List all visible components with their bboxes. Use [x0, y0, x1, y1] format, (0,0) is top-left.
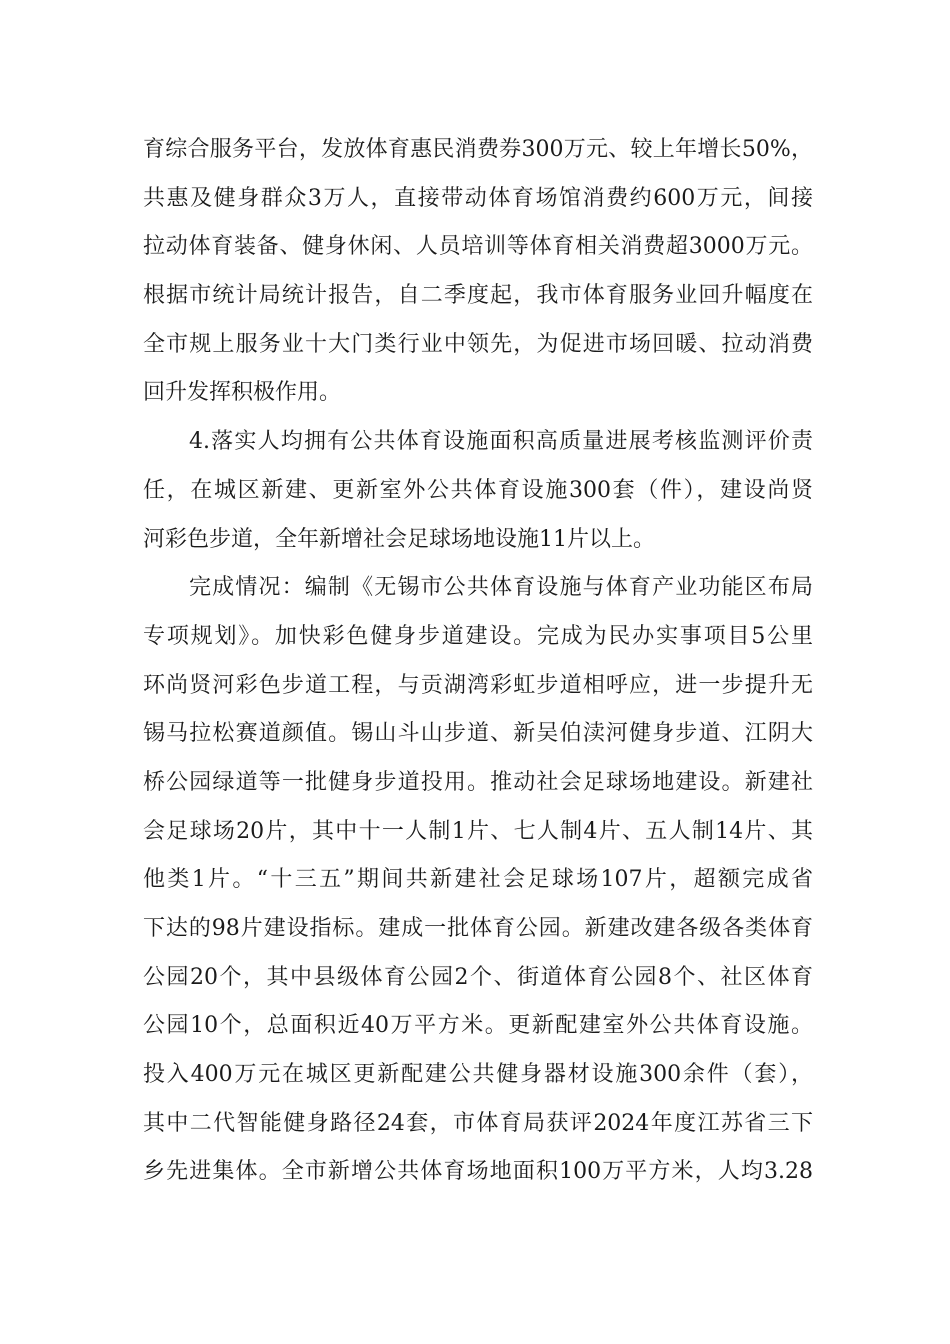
- text-line: 其中二代智能健身路径24套，市体育局获评2024年度江苏省三下: [143, 1110, 813, 1136]
- text-line: 专项规划》。加快彩色健身步道建设。完成为民办实事项目5公里: [143, 623, 813, 649]
- text-line: 拉动体育装备、健身休闲、人员培训等体育相关消费超3000万元。: [143, 234, 813, 260]
- text-line: 河彩色步道，全年新增社会足球场地设施11片以上。: [143, 526, 655, 552]
- text-line: 乡先进集体。全市新增公共体育场地面积100万平方米，人均3.28: [143, 1159, 813, 1185]
- text-line: 投入400万元在城区更新配建公共健身器材设施300余件（套），: [143, 1062, 813, 1088]
- text-line: 公园20个，其中县级体育公园2个、街道体育公园8个、社区体育: [143, 964, 813, 990]
- document-body: [143, 126, 813, 1197]
- text-line: 他类1片。“十三五”期间共新建社会足球场107片，超额完成省: [143, 867, 813, 893]
- text-line: 桥公园绿道等一批健身步道投用。推动社会足球场地建设。新建社: [143, 769, 813, 795]
- text-line: 下达的98片建设指标。建成一批体育公园。新建改建各级各类体育: [143, 916, 813, 941]
- text-line: 完成情况：编制《无锡市公共体育设施与体育产业功能区布局: [189, 575, 813, 601]
- text-line: 会足球场20片，其中十一人制1片、七人制4片、五人制14片、其: [143, 818, 813, 844]
- text-line: 公园10个，总面积近40万平方米。更新配建室外公共体育设施。: [143, 1013, 813, 1039]
- text-line: 锡马拉松赛道颜值。锡山斗山步道、新吴伯渎河健身步道、江阴大: [143, 721, 813, 747]
- text-line: 根据市统计局统计报告，自二季度起，我市体育服务业回升幅度在: [143, 283, 813, 309]
- text-line: 育综合服务平台，发放体育惠民消费券300万元、较上年增长50%，: [143, 137, 813, 162]
- text-line: 回升发挥积极作用。: [143, 380, 342, 406]
- text-line: 任，在城区新建、更新室外公共体育设施300套（件），建设尚贤: [143, 477, 813, 503]
- text-line: 4.落实人均拥有公共体育设施面积高质量进展考核监测评价责: [189, 429, 813, 455]
- text-line: 共惠及健身群众3万人，直接带动体育场馆消费约600万元，间接: [143, 185, 813, 211]
- text-line: 环尚贤河彩色步道工程，与贡湖湾彩虹步道相呼应，进一步提升无: [143, 672, 813, 698]
- text-line: 全市规上服务业十大门类行业中领先，为促进市场回暖、拉动消费: [143, 331, 813, 357]
